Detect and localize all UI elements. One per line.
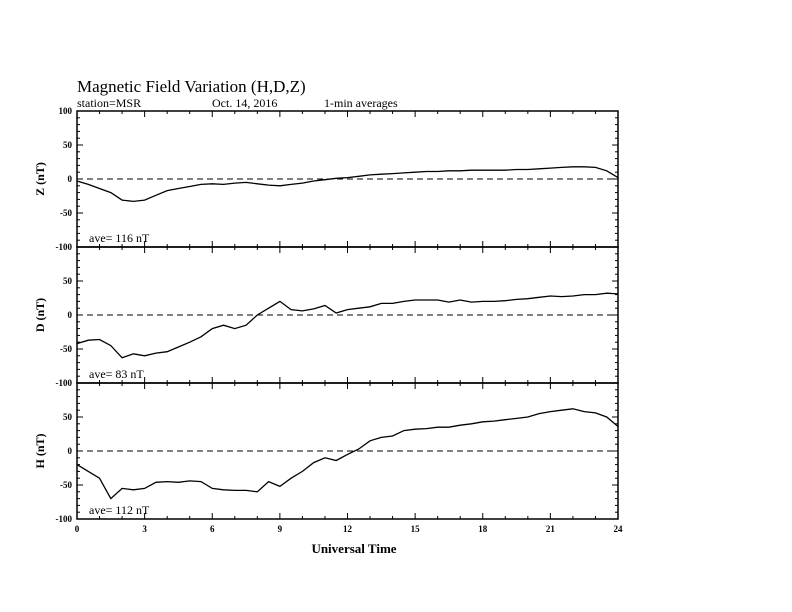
x-tick-label: 3: [142, 524, 147, 534]
x-axis-label: Universal Time: [311, 541, 397, 556]
series-line-h: [77, 409, 618, 499]
x-tick-label: 0: [74, 524, 80, 534]
y-tick-label: 50: [63, 276, 72, 286]
y-tick-label: -100: [55, 378, 72, 388]
x-tick-label: 24: [613, 524, 623, 534]
panel-d: [33, 247, 618, 388]
x-tick-label: 6: [210, 524, 215, 534]
date-label: Oct. 14, 2016: [212, 96, 278, 110]
panel-z: [33, 106, 618, 252]
y-tick-label: 0: [67, 446, 72, 456]
x-tick-label: 15: [410, 524, 420, 534]
y-axis-label: H (nT): [33, 433, 47, 469]
panels-group: [33, 106, 618, 524]
x-tick-label: 18: [478, 524, 488, 534]
average-annotation: ave= 116 nT: [89, 231, 150, 245]
y-tick-label: -100: [55, 242, 72, 252]
y-tick-label: 100: [58, 106, 72, 116]
averaging-label: 1-min averages: [324, 96, 398, 110]
y-axis-label: Z (nT): [33, 162, 47, 196]
station-label: station=MSR: [77, 96, 142, 110]
y-tick-label: 50: [63, 412, 72, 422]
y-tick-label: 0: [67, 174, 72, 184]
y-axis-label: D (nT): [33, 297, 47, 333]
average-annotation: ave= 112 nT: [89, 503, 150, 517]
y-tick-label: 50: [63, 140, 72, 150]
x-tick-label: 9: [277, 524, 283, 534]
y-tick-label: -50: [60, 480, 72, 490]
y-tick-label: -50: [60, 344, 72, 354]
series-line-d: [77, 293, 618, 358]
x-axis: [75, 524, 623, 534]
x-tick-label: 12: [343, 524, 352, 534]
x-tick-label: 21: [545, 524, 555, 534]
y-tick-label: -50: [60, 208, 72, 218]
series-line-z: [77, 167, 618, 202]
chart-title: Magnetic Field Variation (H,D,Z): [77, 77, 306, 96]
average-annotation: ave= 83 nT: [89, 367, 144, 381]
panel-h: [33, 383, 618, 524]
y-tick-label: -100: [55, 514, 72, 524]
y-tick-label: 0: [67, 310, 72, 320]
